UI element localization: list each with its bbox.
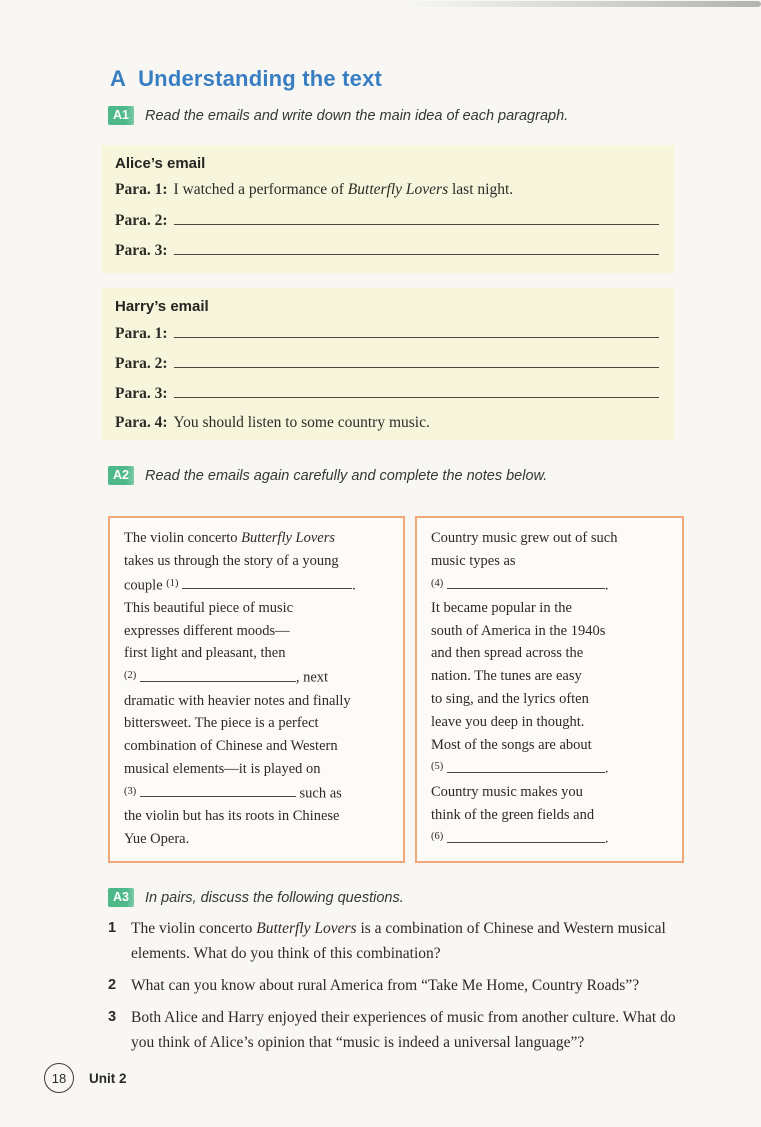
question-item (108, 916, 696, 966)
para-row (115, 384, 659, 414)
page-number: 18 (51, 1070, 67, 1086)
page-number-circle (44, 1063, 74, 1093)
alice-email-title: Alice’s email (115, 155, 206, 172)
question-number: 1 (108, 920, 117, 936)
question-text: The violin concerto Butterfly Lovers is a combination of Chinese and Western musical elements. What do you think of this combination? (131, 920, 670, 962)
para-row (115, 211, 659, 241)
para-label: Para. 1: (115, 181, 168, 198)
para-label: Para. 2: (115, 211, 168, 229)
harry-email-title: Harry’s email (115, 298, 209, 315)
para-label: Para. 4: (115, 414, 168, 431)
para-label: Para. 3: (115, 241, 168, 259)
para-row (115, 414, 659, 444)
answer-blank-line (174, 241, 659, 255)
unit-label: Unit 2 (89, 1070, 127, 1086)
para-row (115, 181, 659, 211)
para-label: Para. 1: (115, 324, 168, 342)
question-number: 3 (108, 1009, 117, 1025)
activity-a2-instruction: Read the emails again carefully and complete the notes below. (145, 467, 548, 484)
question-text: What can you know about rural America from “Take Me Home, Country Roads”? (131, 977, 640, 994)
question-number: 2 (108, 977, 117, 993)
scan-artifact (405, 1, 761, 7)
para-row (115, 241, 659, 271)
discussion-questions (108, 916, 696, 1062)
answer-blank-line (174, 211, 659, 225)
para-row (115, 324, 659, 354)
activity-a3-header (108, 888, 404, 907)
harry-email-box (101, 288, 675, 440)
answer-blank-line (174, 354, 659, 368)
question-item (108, 1005, 696, 1055)
para-content: You should listen to some country music. (173, 414, 430, 431)
section-heading (110, 66, 382, 92)
section-letter: A (110, 66, 127, 91)
activity-a3-instruction: In pairs, discuss the following questions. (145, 889, 404, 906)
page-footer (44, 1063, 127, 1093)
notes-box-butterfly-lovers: The violin concerto Butterfly Lovers takes us through the story of a young couple $^{(1)}$ . This beautiful piece of music expresses different moods— first light and pleasant, then $^{(2)}$ , next dramatic with heavier notes and finally bittersweet. The piece is a perfect combination of Chinese and Western musical elements—it is played on $^{(3)}$ such as the violin but has its roots in Chinese Yue Opera. (108, 516, 405, 863)
notes-box-country-music: Country music grew out of such music types as $^{(4)}$ . It became popular in the south of America in the 1940s and then spread across the nation. The tunes are easy to sing, and the lyrics often leave you deep in thought. Most of the songs are about $^{(5)}$ . Country music makes you think of the green fields and $^{(6)}$ . (415, 516, 684, 863)
alice-email-box (101, 145, 675, 273)
para-label: Para. 3: (115, 384, 168, 402)
activity-badge-a1: A1 (108, 106, 134, 125)
activity-a1-instruction: Read the emails and write down the main idea of each paragraph. (145, 107, 569, 124)
answer-blank-line (174, 384, 659, 398)
question-text: Both Alice and Harry enjoyed their experiences of music from another culture. What do you think of Alice’s opinion that “music is indeed a universal language”? (131, 1009, 680, 1051)
activity-badge-a3: A3 (108, 888, 134, 907)
section-title: Understanding the text (138, 66, 383, 91)
para-label: Para. 2: (115, 354, 168, 372)
activity-a2-header (108, 466, 547, 485)
para-row (115, 354, 659, 384)
answer-blank-line (174, 324, 659, 338)
para-content: I watched a performance of Butterfly Lovers last night. (173, 181, 514, 198)
question-item (108, 973, 696, 998)
activity-badge-a2: A2 (108, 466, 134, 485)
activity-a1-header (108, 106, 568, 125)
